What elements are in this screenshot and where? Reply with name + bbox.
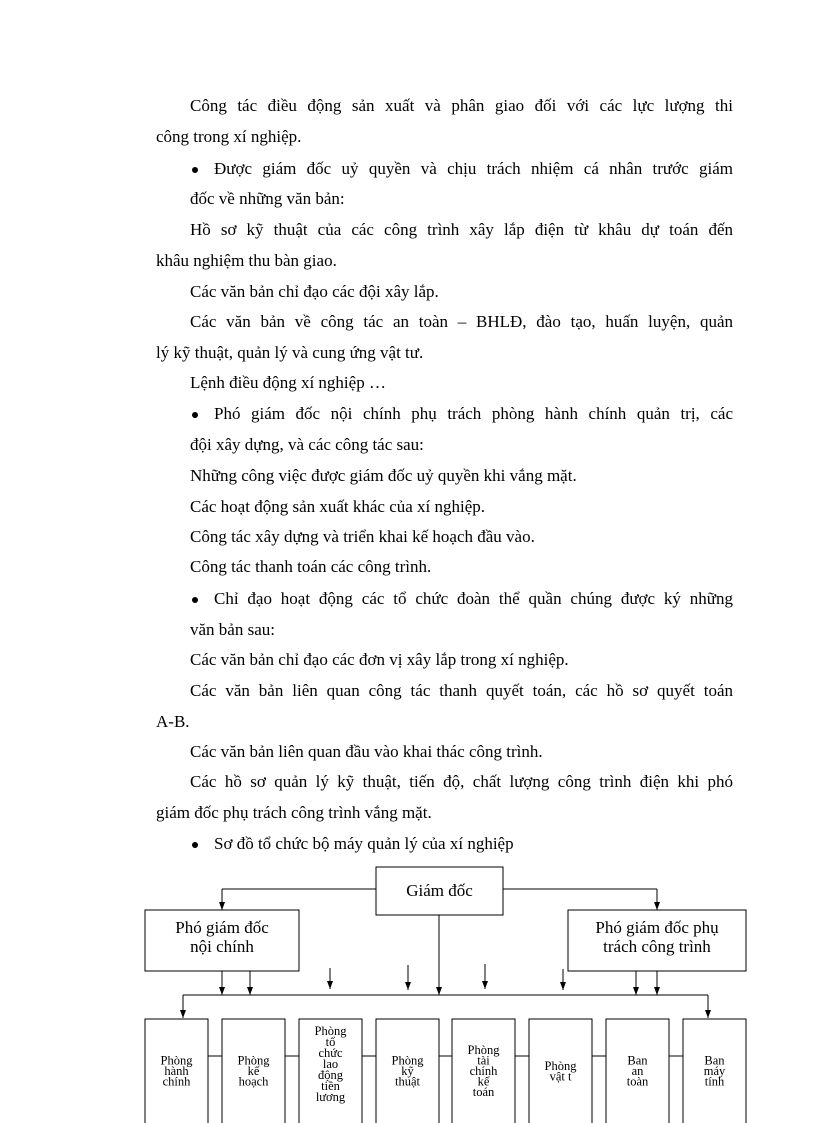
department-label: lao xyxy=(322,1057,339,1071)
arrow-head xyxy=(633,987,639,995)
paragraph-line: Công tác thanh toán các công trình. xyxy=(190,557,432,576)
department-label: kỹ xyxy=(401,1064,414,1078)
department-label: tính xyxy=(704,1074,725,1089)
department-label: máy xyxy=(703,1064,726,1078)
department-label: Phòng xyxy=(314,1024,347,1038)
department-label: chính xyxy=(162,1074,191,1089)
paragraph-line: Các văn bản liên quan đầu vào khai thác công trình. xyxy=(190,742,543,761)
deputy-left-label: Phó giám đốc xyxy=(175,918,269,937)
department-label: tài xyxy=(477,1053,490,1068)
paragraph-line: Các hoạt động sản xuất khác của xí nghiệp. xyxy=(190,497,486,516)
deputy-right-label: Phó giám đốc phụ xyxy=(595,918,719,937)
arrow-head xyxy=(482,981,488,989)
department-label: hoạch xyxy=(238,1074,269,1089)
department-label: Phòng xyxy=(237,1053,270,1068)
department-label: Phòng xyxy=(160,1053,193,1068)
arrow-head xyxy=(654,902,660,910)
paragraph-line: khâu nghiệm thu bàn giao. xyxy=(156,251,337,270)
deputy-left-label: nội chính xyxy=(190,937,254,956)
paragraph-line: công trong xí nghiệp. xyxy=(156,127,302,146)
arrow-head xyxy=(705,1010,711,1018)
department-label: kế xyxy=(477,1074,490,1089)
paragraph-line: Sơ đồ tổ chức bộ máy quản lý của xí nghiệp xyxy=(214,834,514,853)
arrow-head xyxy=(180,1010,186,1018)
department-label: động xyxy=(318,1068,343,1082)
paragraph-line: Lệnh điều động xí nghiệp … xyxy=(190,373,386,392)
bullet-dot xyxy=(192,842,198,848)
paragraph-line: Các văn bản liên quan công tác thanh quyết toán, các hồ sơ quyết toán xyxy=(190,681,733,700)
department-label: toàn xyxy=(626,1074,649,1089)
paragraph-line: đốc về những văn bản: xyxy=(190,189,345,208)
arrow-head xyxy=(654,987,660,995)
bullet-dot xyxy=(192,597,198,603)
department-label: Ban xyxy=(627,1053,648,1068)
paragraph-line: giám đốc phụ trách công trình vắng mặt. xyxy=(156,803,432,822)
arrow-head xyxy=(219,902,225,910)
department-label: tổ xyxy=(325,1035,336,1049)
paragraph-line: Các hồ sơ quản lý kỹ thuật, tiến độ, chất lượng công trình điện khi phó xyxy=(190,772,733,791)
department-label: toán xyxy=(472,1085,495,1099)
paragraph-line: Hồ sơ kỹ thuật của các công trình xây lắp điện từ khâu dự toán đến xyxy=(190,220,733,239)
paragraph-line: A-B. xyxy=(156,712,190,731)
department-label: Phòng xyxy=(544,1058,577,1073)
department-label: Phòng xyxy=(391,1053,424,1068)
arrow-head xyxy=(219,987,225,995)
bullet-dot xyxy=(192,412,198,418)
department-label: lương xyxy=(315,1090,346,1104)
department-label: Ban xyxy=(704,1053,725,1068)
paragraph-line: Công tác xây dựng và triển khai kế hoạch đầu vào. xyxy=(190,527,535,546)
arrow-head xyxy=(327,981,333,989)
department-label: vật t xyxy=(549,1069,572,1084)
department-label: an xyxy=(631,1064,644,1078)
department-label: chức xyxy=(318,1046,343,1060)
director-label: Giám đốc xyxy=(406,881,473,900)
paragraph-line: Những công việc được giám đốc uỷ quyền khi vắng mặt. xyxy=(190,466,577,485)
deputy-right-label: trách công trình xyxy=(603,937,711,956)
department-label: chính xyxy=(469,1064,498,1078)
paragraph-line: Các văn bản chỉ đạo các đội xây lắp. xyxy=(190,282,439,301)
arrow-head xyxy=(560,982,566,990)
department-label: tiền xyxy=(321,1079,340,1093)
paragraph-line: lý kỹ thuật, quản lý và cung ứng vật tư. xyxy=(156,343,424,362)
arrow-head xyxy=(405,982,411,990)
paragraph-line: Các văn bản chỉ đạo các đơn vị xây lắp trong xí nghiệp. xyxy=(190,650,569,669)
paragraph-line: Phó giám đốc nội chính phụ trách phòng hành chính quản trị, các xyxy=(214,404,733,423)
department-label: thuật xyxy=(395,1074,420,1089)
paragraph-line: Các văn bản về công tác an toàn – BHLĐ, đào tạo, huấn luyện, quản xyxy=(190,312,733,331)
bullet-dot xyxy=(192,167,198,173)
paragraph-line: Chỉ đạo hoạt động các tổ chức đoàn thể quần chúng được ký những xyxy=(214,589,733,608)
org-chart xyxy=(0,860,816,1123)
department-label: Phòng xyxy=(467,1043,500,1057)
arrow-head xyxy=(247,987,253,995)
paragraph-line: Công tác điều động sản xuất và phân giao đối với các lực lượng thi xyxy=(190,96,733,115)
paragraph-line: đội xây dựng, và các công tác sau: xyxy=(190,435,424,454)
department-label: hành xyxy=(164,1064,189,1078)
department-label: kế xyxy=(247,1064,260,1078)
paragraph-line: Được giám đốc uỷ quyền và chịu trách nhiệm cá nhân trước giám xyxy=(214,159,733,178)
paragraph-line: văn bản sau: xyxy=(190,620,275,639)
arrow-head xyxy=(436,987,442,995)
